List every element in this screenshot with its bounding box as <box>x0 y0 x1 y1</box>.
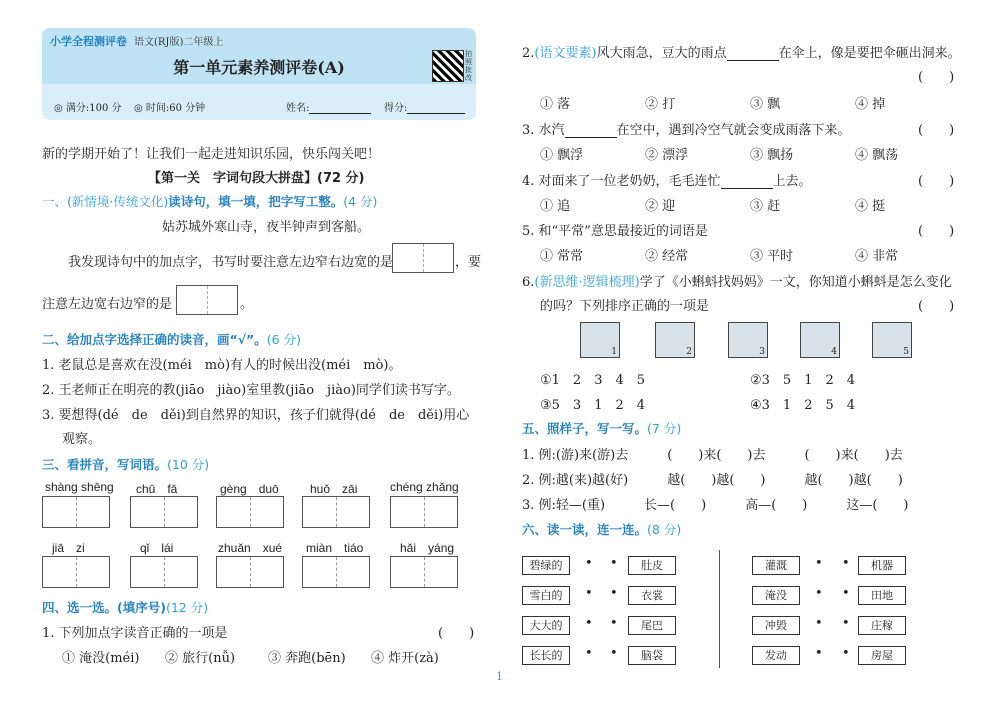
s1-line1-end: ，要 <box>455 255 482 270</box>
option: ① 淹没(méi) <box>62 651 140 666</box>
option: ③5 3 1 2 4 <box>540 398 646 413</box>
char-grid[interactable] <box>390 556 458 588</box>
option: ③ 平时 <box>750 249 794 264</box>
answer-paren[interactable]: ( ) <box>918 123 955 138</box>
match-dot[interactable]: • <box>815 556 823 571</box>
name-label: 姓名: <box>286 103 310 114</box>
name-field[interactable] <box>286 99 371 114</box>
match-dot[interactable]: • <box>610 616 618 631</box>
match-word[interactable]: 灌溉 <box>752 556 800 575</box>
match-word[interactable]: 机器 <box>858 556 906 575</box>
s1-line2: 注意左边宽右边窄的是 <box>42 297 173 312</box>
char-grid[interactable] <box>42 496 110 528</box>
pinyin: huǒ zāi <box>310 482 358 496</box>
section-5-heading: 五、照样子，写一写。(7 分) <box>522 421 682 436</box>
char-grid[interactable] <box>390 496 458 528</box>
time-limit: ◎ 时间:60 分钟 <box>134 103 206 114</box>
char-grid[interactable] <box>130 496 198 528</box>
match-word[interactable]: 房屋 <box>858 646 906 665</box>
s2-q3: 3. 要想得(dé de děi)到自然界的知识，孩子们就得(dé de děi)用心 <box>42 408 470 423</box>
option: ③ 奔跑(bēn) <box>268 651 346 666</box>
tadpole-image: 4 <box>800 322 840 358</box>
match-word[interactable]: 冲毁 <box>752 616 800 635</box>
s4-q3: 3. 水汽 在空中，遇到冷空气就会变成雨落下来。 <box>522 123 851 138</box>
match-word[interactable]: 雪白的 <box>522 586 570 605</box>
s2-q2: 2. 王老师正在明亮的教(jiāo jiào)室里教(jiāo jiào)同学们读书写字。 <box>42 383 460 398</box>
pinyin: miàn tiáo <box>306 541 364 555</box>
option: ① 追 <box>540 199 571 214</box>
match-dot[interactable]: • <box>815 616 823 631</box>
test-header <box>42 28 476 120</box>
tadpole-image: 2 <box>655 322 695 358</box>
answer-paren[interactable]: ( ) <box>438 626 475 641</box>
option: ① 落 <box>540 97 571 112</box>
option: ② 打 <box>645 97 676 112</box>
char-grid[interactable] <box>130 556 198 588</box>
match-word[interactable]: 长长的 <box>522 646 570 665</box>
match-dot[interactable]: • <box>610 646 618 661</box>
s1-line1: 我发现诗句中的加点字，书写时要注意左边窄右边宽的是 <box>68 255 394 270</box>
section-4-heading: 四、选一选。(填序号)(12 分) <box>42 600 209 615</box>
match-dot[interactable]: • <box>842 556 850 571</box>
option: ③ 赶 <box>750 199 781 214</box>
option: ① 常常 <box>540 249 584 264</box>
tadpole-image: 1 <box>580 322 620 358</box>
poem-line: 姑苏城外寒山寺，夜半钟声到客船。 <box>162 220 371 235</box>
s4-q4: 4. 对面来了一位老奶奶，毛毛连忙 上去。 <box>522 174 812 189</box>
match-word[interactable]: 大大的 <box>522 616 570 635</box>
option: ④ 飘荡 <box>855 148 899 163</box>
match-word[interactable]: 衣裳 <box>628 586 676 605</box>
option: ③ 飘扬 <box>750 148 794 163</box>
s4-q5: 5. 和“平常”意思最接近的词语是 <box>522 224 708 239</box>
match-word[interactable]: 田地 <box>858 586 906 605</box>
char-grid[interactable] <box>42 556 110 588</box>
match-dot[interactable]: • <box>842 646 850 661</box>
match-word[interactable]: 发动 <box>752 646 800 665</box>
s5-row: 1. 例:(游)来(游)去 ( )来( )去 ( )来( )去 <box>522 448 903 463</box>
divider <box>719 550 720 668</box>
option: ④ 挺 <box>855 199 886 214</box>
option: ① 飘浮 <box>540 148 584 163</box>
section-6-heading: 六、读一读，连一连。(8 分) <box>522 522 682 537</box>
char-grid[interactable] <box>216 556 284 588</box>
option: ①1 2 3 4 5 <box>540 373 646 388</box>
pinyin: chéng zhǎng <box>390 480 459 494</box>
s1-line2-end: 。 <box>240 297 254 312</box>
option: ④ 炸开(zà) <box>371 651 439 666</box>
option: ② 迎 <box>645 199 676 214</box>
match-word[interactable]: 尾巴 <box>628 616 676 635</box>
match-word[interactable]: 淹没 <box>752 586 800 605</box>
option: ④3 1 2 5 4 <box>750 398 856 413</box>
section-1-heading: 一、(新情境·传统文化)读诗句，填一填，把字写工整。(4 分) <box>42 194 378 209</box>
answer-paren[interactable]: ( ) <box>918 224 955 239</box>
match-word[interactable]: 庄稼 <box>858 616 906 635</box>
match-dot[interactable]: • <box>842 586 850 601</box>
qr-label: 拍照批改 <box>465 50 472 82</box>
tadpole-image: 3 <box>728 322 768 358</box>
score-label: 得分: <box>384 103 408 114</box>
option: ④ 非常 <box>855 249 899 264</box>
s2-q1: 1. 老鼠总是喜欢在没(méi mò)有人的时候出没(méi mò)。 <box>42 358 402 373</box>
full-score: ◎ 满分:100 分 <box>54 103 122 114</box>
pinyin: zhuǎn xué <box>218 541 283 555</box>
section-3-heading: 三、看拼音，写词语。(10 分) <box>42 457 210 472</box>
s4-q6: 6.(新思维·逻辑梳理)学了《小蝌蚪找妈妈》一文，你知道小蝌蚪是怎么变化 <box>522 275 952 290</box>
s5-row: 2. 例:越(来)越(好) 越( )越( ) 越( )越( ) <box>522 473 903 488</box>
pinyin: hǎi yáng <box>400 541 455 555</box>
brand-name: 小学全程测评卷 <box>50 35 127 48</box>
option: ② 旅行(nǚ) <box>165 651 236 666</box>
match-dot[interactable]: • <box>815 646 823 661</box>
grade-label: 语文(RJ版)二年级上 <box>134 37 224 48</box>
match-dot[interactable]: • <box>610 586 618 601</box>
s2-q3-cont: 观察。 <box>62 432 102 447</box>
match-dot[interactable]: • <box>585 586 593 601</box>
level-heading: 【第一关 字词句段大拼盘】(72 分) <box>148 171 365 186</box>
write-box-2[interactable] <box>176 285 238 315</box>
option: ③ 飘 <box>750 97 781 112</box>
intro-text: 新的学期开始了！让我们一起走进知识乐园，快乐闯关吧！ <box>42 147 381 162</box>
tadpole-image: 5 <box>872 322 912 358</box>
pinyin: jiā zi <box>52 541 85 555</box>
option: ② 漂浮 <box>645 148 689 163</box>
option: ④ 掉 <box>855 97 886 112</box>
answer-paren[interactable]: ( ) <box>918 174 955 189</box>
s4-q1: 1. 下列加点字读音正确的一项是 <box>42 626 228 641</box>
pinyin: shàng shēng <box>45 480 114 494</box>
section-2-heading: 二、给加点字选择正确的读音，画“√”。(6 分) <box>42 332 301 347</box>
match-word[interactable]: 碧绿的 <box>522 556 570 575</box>
match-dot[interactable]: • <box>842 616 850 631</box>
pinyin: qǐ lái <box>140 541 174 555</box>
answer-paren[interactable]: ( ) <box>918 70 955 85</box>
s4-q6-cont: 的吗？下列排序正确的一项是 <box>540 299 710 314</box>
char-grid[interactable] <box>302 496 370 528</box>
answer-paren[interactable]: ( ) <box>918 299 955 314</box>
pinyin: gèng duō <box>220 482 279 496</box>
match-dot[interactable]: • <box>815 586 823 601</box>
match-dot[interactable]: • <box>585 556 593 571</box>
char-grid[interactable] <box>302 556 370 588</box>
score-field[interactable] <box>384 99 465 114</box>
write-box-1[interactable] <box>392 243 454 273</box>
pinyin: chū fā <box>136 482 178 496</box>
option: ② 经常 <box>645 249 689 264</box>
char-grid[interactable] <box>216 496 284 528</box>
page-number: 1 <box>496 670 503 683</box>
option: ②3 5 1 2 4 <box>750 373 856 388</box>
match-dot[interactable]: • <box>610 556 618 571</box>
qr-code-icon[interactable] <box>432 50 464 82</box>
s5-row: 3. 例:轻—(重) 长—( ) 高—( ) 这—( ) <box>522 498 909 513</box>
match-word[interactable]: 肚皮 <box>628 556 676 575</box>
match-word[interactable]: 脑袋 <box>628 646 676 665</box>
s4-q2: 2.(语文要素)风大雨急，豆大的雨点 在伞上，像是要把伞砸出洞来。 <box>522 46 961 61</box>
match-dot[interactable]: • <box>585 616 593 631</box>
match-dot[interactable]: • <box>585 646 593 661</box>
page-title: 第一单元素养测评卷(A) <box>173 58 345 77</box>
